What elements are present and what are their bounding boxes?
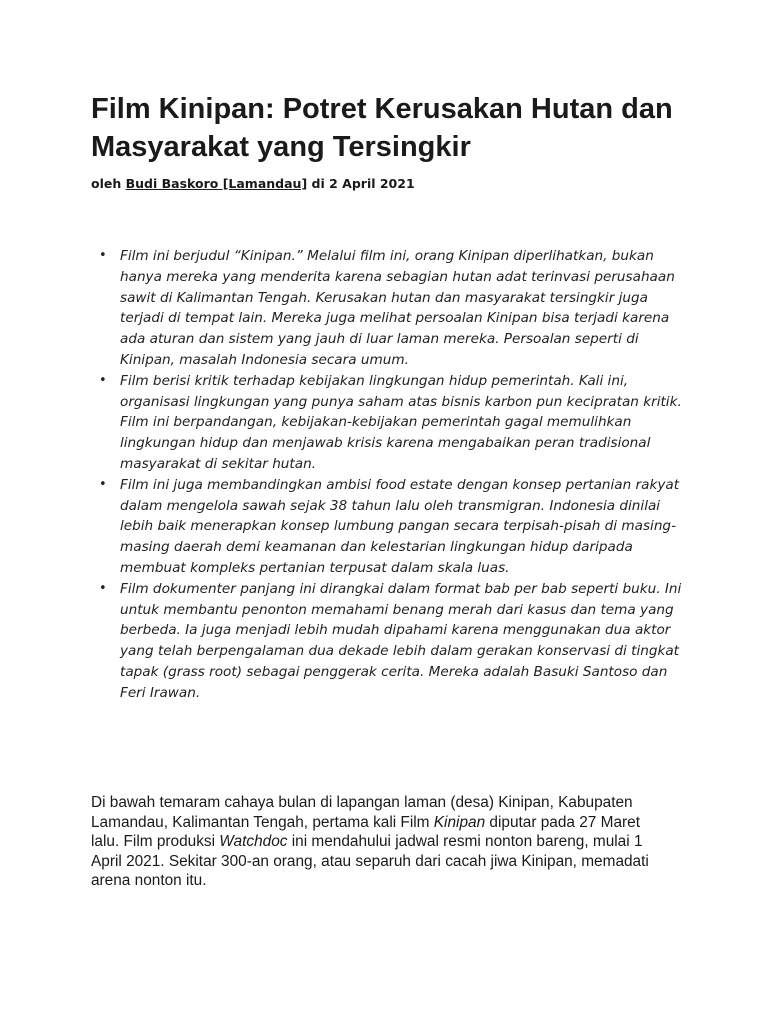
body-paragraph (91, 793, 666, 891)
bullet-text: Film ini berjudul “Kinipan.” Melalui film ini, orang Kinipan diperlihatkan, bukan hanya mereka yang menderita karena sebagian hutan adat terinvasi perusahaan sawit di Kalimantan Tengah. Kerusakan hutan dan masyarakat tersingkir juga terjadi di tempat lain. Mereka juga melihat persoalan Kinipan bisa terjadi karena ada aturan dan sistem yang jauh di luar laman mereka. Persoalan seperti di Kinipan, masalah Indonesia secara umum. (120, 248, 675, 368)
bullet-marker: • (99, 248, 107, 263)
article-byline (91, 175, 415, 193)
bullet-marker: • (99, 372, 107, 388)
bullet-marker: • (99, 580, 107, 596)
bullet-text: Film berisi kritik terhadap kebijakan lingkungan hidup pemerintah. Kali ini, organisasi lingkungan yang punya saham atas bisnis karbon pun kecipratan kritik. Film ini berpandangan, kebijakan-kebijakan pemerintah gagal memulihkan lingkungan hidup dan menjawab krisis karena mengabaikan peran tradisional masyarakat di sekitar hutan. (120, 372, 682, 472)
bullet-item (91, 371, 691, 475)
bullet-marker: • (99, 476, 107, 492)
author-link[interactable]: Budi Baskoro [Lamandau] (125, 176, 308, 191)
bullet-item (91, 475, 691, 579)
bullet-text: Film ini juga membandingkan ambisi food estate dengan konsep pertanian rakyat dalam mengelola sawah sejak 38 tahun lalu oleh transmigran. Indonesia dinilai lebih baik menerapkan konsep lumbung pangan secara terpisah-pisah di masing-masing daerah demi keamanan dan kelestarian lingkungan hidup daripada membuat kompleks pertanian terpusat dalam skala luas. (120, 476, 680, 576)
producer-name-watchdoc: Watchdoc (219, 833, 288, 851)
summary-bullet-list (91, 246, 691, 704)
film-title-kinipan: Kinipan (433, 813, 486, 831)
paragraph-text: Di bawah temaram cahaya bulan di lapangan laman (desa) Kinipan, Kabupaten Lamandau, Kalimantan Tengah, pertama kali Film (91, 794, 633, 831)
bullet-item (91, 246, 691, 371)
bullet-text: Film dokumenter panjang ini dirangkai dalam format bab per bab seperti buku. Ini untuk membantu penonton memahami benang merah dari kasus dan tema yang berbeda. Ia juga menjadi lebih mudah dipahami karena menggunakan dua aktor yang telah berpengalaman dua dekade lebih dalam gerakan konservasi di tingkat tapak (grass root) sebagai penggerak cerita. Mereka adalah Basuki Santoso dan Feri Irawan. (120, 580, 682, 701)
paragraph-text: diputar pada 27 Maret lalu. Film produksi (91, 813, 640, 851)
byline-prefix: oleh (91, 176, 126, 191)
bullet-item (91, 579, 691, 704)
byline-date: di 2 April 2021 (307, 176, 415, 191)
article-title: Film Kinipan: Potret Kerusakan Hutan dan Masyarakat yang Tersingkir (91, 93, 673, 163)
paragraph-text: ini mendahului jadwal resmi nonton bareng, mulai 1 April 2021. Sekitar 300-an orang, atau separuh dari cacah jiwa Kinipan, memadati arena nonton itu. (91, 833, 649, 890)
